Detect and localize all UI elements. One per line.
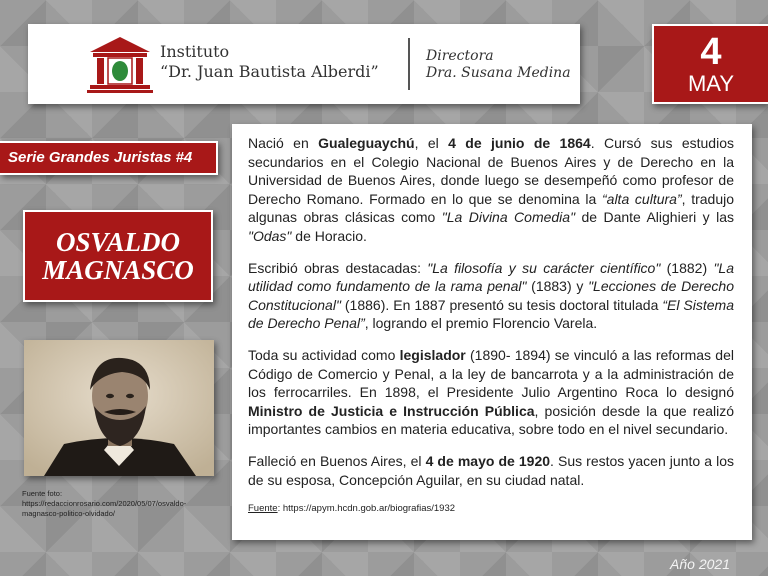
portrait-photo [24,340,214,476]
institute-logo-icon [84,34,156,94]
text-segment: (1882) [660,259,714,276]
biography-paragraph [248,134,734,246]
text-segment: , posición desde la que realizó importantes cambios en materia educativa, sobre todo en el nivel secundario. [248,402,735,438]
text-segment: , logrando el premio Florencio Varela. [364,315,598,332]
text-segment: Escribió obras destacadas: [248,259,428,276]
header-divider [408,38,410,90]
text-segment: , el [414,135,449,151]
year-label: Año 2021 [670,556,730,572]
text-segment: “El Sistema de Derecho Penal” [248,296,735,332]
text-segment: legislador [399,346,466,363]
date-month: MAY [687,71,735,96]
source-citation [248,500,734,519]
biography-paragraph [248,346,734,439]
text-segment: 4 de junio de 1864 [448,135,591,151]
biography-paragraph [248,452,734,489]
text-segment: (1886). En 1887 presentó su tesis doctoral titulada [340,296,663,313]
person-name-line2: MAGNASCO [42,255,194,285]
text-segment: "Odas" [248,227,292,244]
person-name-card [23,210,213,302]
text-segment: de Dante Alighieri y las [575,209,734,226]
text-segment: . Cursó sus estudios secundarios en el Colegio Nacional de Buenos Aires y de Derecho en la Universidad de Buenos Aires, donde luego se desempeñó como profesor de Derecho Romano. Formado en lo que se denomina la [248,135,734,207]
director-name: Dra. Susana Medina [426,65,571,81]
institute-line1: Instituto [160,42,230,61]
text-segment: "La Divina Comedia" [441,209,576,226]
text-segment: . Sus restos yacen junto a los de su esposa, Concepción Aguilar, en su ciudad natal. [248,452,734,488]
biography-card [232,124,752,540]
text-segment: Nació en [248,135,319,151]
text-segment: Toda su actividad como [248,346,400,363]
biography-text [248,134,734,489]
date-badge [652,24,768,104]
text-segment: 4 de mayo de 1920 [425,452,551,469]
text-segment: "Lecciones de Derecho Constitucional" [248,278,734,313]
text-segment: Gualeguaychú [318,135,415,151]
text-segment: "La filosofía y su carácter científico" [427,259,661,276]
text-segment: (1883) y [526,278,589,295]
text-segment: , tradujo algunas obras clásicas como [248,190,735,226]
series-label: Serie Grandes Juristas #4 [0,141,218,175]
source-label: Fuente [248,503,278,515]
text-segment: Falleció en Buenos Aires, el [248,452,426,469]
photo-source-label: Fuente foto: [22,489,63,498]
text-segment: “alta cultura” [602,190,682,207]
header-card [28,24,580,104]
text-segment: (1890- 1894) se vinculó a las reformas del Código de Comercio y Penal, a la ley de bancarrota y a la administración de los ferrocarriles. En 1898, el Presidente Julio Argentino Roca lo designó [248,346,734,401]
person-name-line1: OSVALDO [55,227,181,257]
date-day: 4 [700,31,722,73]
text-segment: "La utilidad como fundamento de la rama penal" [248,259,734,295]
director-block [426,48,571,82]
director-title: Directora [426,48,494,64]
photo-source-line1: https://redaccionrosario.com/2020/05/07/osvaldo- [22,499,187,508]
institute-name [160,42,379,82]
institute-line2: “Dr. Juan Bautista Alberdi” [160,62,379,81]
biography-paragraph [248,259,734,333]
photo-source-line2: magnasco-politico-olvidado/ [22,509,115,518]
photo-source [22,489,222,519]
text-segment: Ministro de Justicia e Instrucción Pública [248,402,535,419]
source-url: : https://apym.hcdn.gob.ar/biografias/1932 [277,503,456,515]
text-segment: de Horacio. [291,227,367,244]
